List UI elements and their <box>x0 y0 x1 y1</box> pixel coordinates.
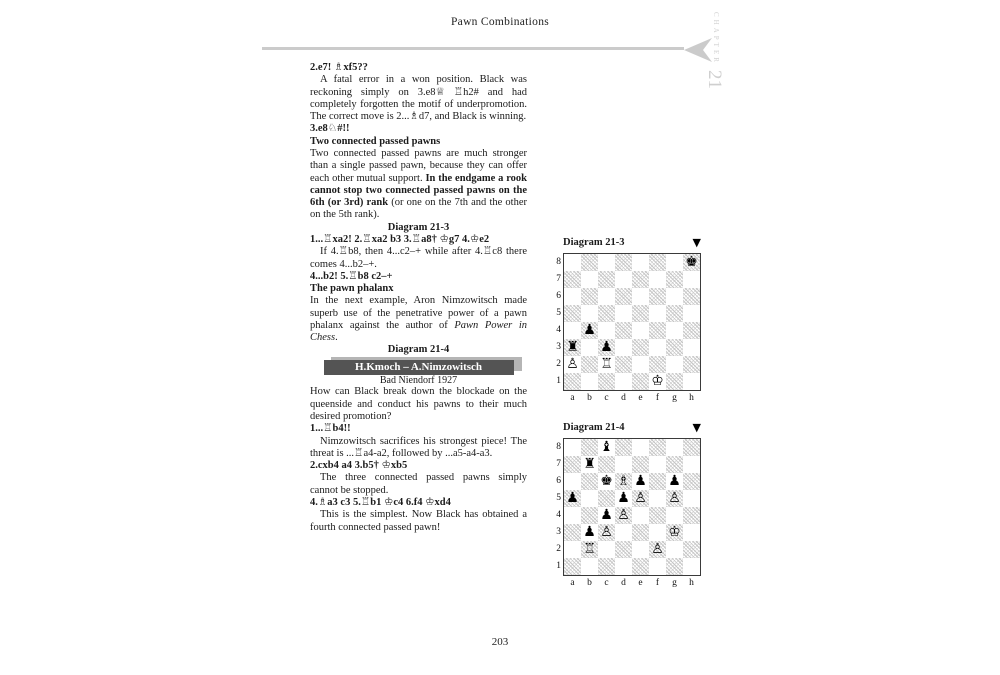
square-f3 <box>649 524 666 541</box>
black-pawn-piece: ♟ <box>566 490 579 506</box>
rank-label-4: 4 <box>556 510 561 520</box>
square-h4 <box>683 322 700 339</box>
square-e5 <box>632 490 649 507</box>
file-label-c: c <box>604 393 609 403</box>
square-a7 <box>564 271 581 288</box>
square-e7 <box>632 456 649 473</box>
diagram-label: Diagram 21-4 <box>563 422 625 433</box>
square-d3 <box>615 524 632 541</box>
text-segment: Two connected passed pawns are much stronger than a single passed pawn, because they can offer each other mutual support. <box>310 147 527 184</box>
file-label-b: b <box>587 393 592 403</box>
bold-text-segment: In the endgame a rook cannot stop two connected passed pawns on the 6th (or 3rd) rank <box>310 172 528 209</box>
square-g5 <box>666 305 683 322</box>
file-label-f: f <box>655 393 660 403</box>
square-d7 <box>615 456 632 473</box>
running-title: Pawn Combinations <box>450 16 550 28</box>
square-b8 <box>581 439 598 456</box>
section-heading: Two connected passed pawns <box>310 135 441 147</box>
square-a6 <box>564 473 581 490</box>
rank-label-1: 1 <box>556 561 561 571</box>
square-f4 <box>649 507 666 524</box>
white-bishop-piece: ♗ <box>617 473 630 489</box>
square-b4 <box>581 507 598 524</box>
black-pawn-piece: ♟ <box>617 490 630 506</box>
paragraph: Nimzowitsch sacrifices his strongest piece! The threat is ...♖a4-a2, followed by ...a5-a4-a3. <box>310 435 527 459</box>
square-f4 <box>649 322 666 339</box>
square-c6 <box>598 473 615 490</box>
square-h1 <box>683 558 700 575</box>
square-c3 <box>598 524 615 541</box>
move-line: 4...b2! 5.♖b8 c2–+ <box>310 270 393 282</box>
square-d4 <box>615 507 632 524</box>
black-pawn-piece: ♟ <box>668 473 681 489</box>
white-rook-piece: ♖ <box>600 356 613 372</box>
square-f5 <box>649 490 666 507</box>
move-line: 1...♖b4!! <box>310 423 351 435</box>
file-label-h: h <box>689 578 694 588</box>
white-pawn-piece: ♙ <box>634 490 647 506</box>
square-d6 <box>615 473 632 490</box>
paragraph: This is the simplest. Now Black has obtained a fourth connected passed pawn! <box>310 509 527 533</box>
square-f5 <box>649 305 666 322</box>
text-segment: . <box>335 332 338 344</box>
square-g7 <box>666 271 683 288</box>
square-c2 <box>598 541 615 558</box>
square-b1 <box>581 558 598 575</box>
square-e4 <box>632 322 649 339</box>
square-f3 <box>649 339 666 356</box>
square-h5 <box>683 490 700 507</box>
square-b1 <box>581 373 598 390</box>
square-e3 <box>632 524 649 541</box>
black-king-piece: ♚ <box>685 254 698 270</box>
square-e8 <box>632 439 649 456</box>
white-pawn-piece: ♙ <box>566 356 579 372</box>
square-c4 <box>598 322 615 339</box>
italic-text-segment: Pawn Power in Chess <box>310 319 528 344</box>
rank-label-1: 1 <box>556 376 561 386</box>
diagram-reference: Diagram 21-3 <box>387 221 450 233</box>
rank-labels <box>552 439 561 575</box>
square-g5 <box>666 490 683 507</box>
black-pawn-piece: ♟ <box>634 473 647 489</box>
rank-label-2: 2 <box>556 544 561 554</box>
square-c8 <box>598 254 615 271</box>
chapter-number-label: 21 <box>704 70 725 89</box>
square-b3 <box>581 524 598 541</box>
square-d2 <box>615 356 632 373</box>
black-rook-piece: ♜ <box>583 456 596 472</box>
square-c5 <box>598 490 615 507</box>
header-rule-line <box>262 47 684 50</box>
rank-label-4: 4 <box>556 325 561 335</box>
square-a4 <box>564 322 581 339</box>
square-b2 <box>581 541 598 558</box>
square-g2 <box>666 541 683 558</box>
white-pawn-piece: ♙ <box>668 490 681 506</box>
square-b6 <box>581 473 598 490</box>
diagram-reference: Diagram 21-4 <box>387 344 450 356</box>
square-f8 <box>649 439 666 456</box>
square-g2 <box>666 356 683 373</box>
black-to-move-icon: ▼ <box>692 236 701 249</box>
black-king-piece: ♚ <box>600 473 613 489</box>
square-e4 <box>632 507 649 524</box>
paragraph <box>310 295 527 344</box>
square-e5 <box>632 305 649 322</box>
square-h6 <box>683 288 700 305</box>
move-line: 2.e7! ♗xf5?? <box>310 62 368 73</box>
file-label-b: b <box>587 578 592 588</box>
square-d4 <box>615 322 632 339</box>
square-g6 <box>666 288 683 305</box>
square-a3 <box>564 524 581 541</box>
square-g1 <box>666 373 683 390</box>
square-g7 <box>666 456 683 473</box>
rank-label-6: 6 <box>556 476 561 486</box>
square-a4 <box>564 507 581 524</box>
text-segment: In the next example, Aron Nimzowitsch made superb use of the penetrative power of a pawn phalanx against the author of <box>310 295 527 331</box>
square-h1 <box>683 373 700 390</box>
square-d7 <box>615 271 632 288</box>
square-d3 <box>615 339 632 356</box>
rank-labels <box>552 254 561 390</box>
square-e8 <box>632 254 649 271</box>
game-venue-label: Bad Niendorf 1927 <box>379 374 458 386</box>
paragraph: How can Black break down the blockade on the queenside and conduct his pawns to their much desired promotion? <box>310 386 527 422</box>
move-line: 4.♗a3 c3 5.♖b1 ♔c4 6.f4 ♔xd4 <box>310 496 451 508</box>
square-f2 <box>649 541 666 558</box>
file-label-d: d <box>621 578 626 588</box>
diagram-21-4 <box>556 421 701 588</box>
square-d5 <box>615 490 632 507</box>
square-h8 <box>683 254 700 271</box>
file-label-g: g <box>672 578 677 588</box>
square-g8 <box>666 439 683 456</box>
paragraph: The three connected passed pawns simply cannot be stopped. <box>310 472 527 496</box>
paragraph <box>310 148 527 222</box>
square-g3 <box>666 524 683 541</box>
rank-label-5: 5 <box>556 493 561 503</box>
paragraph: A fatal error in a won position. Black was reckoning simply on 3.e8♕ ♖h2# and had completely forgotten the motif of underpromotion. The correct move is 2...♗d7, and Black is winning. <box>310 74 527 123</box>
square-e6 <box>632 473 649 490</box>
rank-label-5: 5 <box>556 308 561 318</box>
square-a7 <box>564 456 581 473</box>
file-labels <box>564 578 701 588</box>
square-c2 <box>598 356 615 373</box>
square-c1 <box>598 373 615 390</box>
square-h5 <box>683 305 700 322</box>
rank-label-2: 2 <box>556 359 561 369</box>
square-f2 <box>649 356 666 373</box>
black-to-move-icon: ▼ <box>692 421 701 434</box>
square-d8 <box>615 254 632 271</box>
move-line: 2.cxb4 a4 3.b5† ♔xb5 <box>310 460 408 472</box>
file-label-g: g <box>672 393 677 403</box>
file-label-e: e <box>638 393 643 403</box>
square-b5 <box>581 490 598 507</box>
black-pawn-piece: ♟ <box>583 322 596 338</box>
chess-board <box>563 253 701 391</box>
black-pawn-piece: ♟ <box>600 339 613 355</box>
file-label-e: e <box>638 578 643 588</box>
square-d8 <box>615 439 632 456</box>
square-h7 <box>683 456 700 473</box>
rank-label-8: 8 <box>556 442 561 452</box>
square-f7 <box>649 456 666 473</box>
square-f6 <box>649 288 666 305</box>
square-a6 <box>564 288 581 305</box>
chess-board <box>563 438 701 576</box>
square-g4 <box>666 322 683 339</box>
square-h7 <box>683 271 700 288</box>
square-f1 <box>649 373 666 390</box>
square-d1 <box>615 558 632 575</box>
white-pawn-piece: ♙ <box>600 524 613 540</box>
rank-label-7: 7 <box>556 459 561 469</box>
square-d2 <box>615 541 632 558</box>
square-b6 <box>581 288 598 305</box>
square-c1 <box>598 558 615 575</box>
square-h6 <box>683 473 700 490</box>
white-king-piece: ♔ <box>651 373 664 389</box>
square-a2 <box>564 541 581 558</box>
square-e1 <box>632 558 649 575</box>
rank-label-6: 6 <box>556 291 561 301</box>
rank-label-3: 3 <box>556 342 561 352</box>
page-number: 203 <box>491 636 509 648</box>
square-h2 <box>683 541 700 558</box>
diagram-label: Diagram 21-3 <box>563 237 625 248</box>
rank-label-3: 3 <box>556 527 561 537</box>
square-a2 <box>564 356 581 373</box>
black-pawn-piece: ♟ <box>600 507 613 523</box>
square-c6 <box>598 288 615 305</box>
square-c4 <box>598 507 615 524</box>
square-c5 <box>598 305 615 322</box>
white-pawn-piece: ♙ <box>651 541 664 557</box>
square-h4 <box>683 507 700 524</box>
square-g1 <box>666 558 683 575</box>
main-text-column <box>310 62 527 534</box>
square-c3 <box>598 339 615 356</box>
square-f8 <box>649 254 666 271</box>
white-king-piece: ♔ <box>668 524 681 540</box>
square-a1 <box>564 373 581 390</box>
black-pawn-piece: ♟ <box>583 524 596 540</box>
square-a5 <box>564 490 581 507</box>
square-c7 <box>598 271 615 288</box>
square-g6 <box>666 473 683 490</box>
file-label-a: a <box>570 578 575 588</box>
square-b2 <box>581 356 598 373</box>
file-label-h: h <box>689 393 694 403</box>
file-label-f: f <box>655 578 660 588</box>
square-h2 <box>683 356 700 373</box>
square-c8 <box>598 439 615 456</box>
white-pawn-piece: ♙ <box>617 507 630 523</box>
square-b7 <box>581 456 598 473</box>
square-d6 <box>615 288 632 305</box>
square-g4 <box>666 507 683 524</box>
square-e2 <box>632 356 649 373</box>
square-b5 <box>581 305 598 322</box>
square-g3 <box>666 339 683 356</box>
game-players-label: H.Kmoch – A.Nimzowitsch <box>324 360 514 375</box>
game-header-banner <box>324 360 514 375</box>
square-e1 <box>632 373 649 390</box>
square-g8 <box>666 254 683 271</box>
square-f7 <box>649 271 666 288</box>
chapter-word-label: CHAPTER <box>712 12 720 65</box>
square-e6 <box>632 288 649 305</box>
square-d1 <box>615 373 632 390</box>
square-b7 <box>581 271 598 288</box>
square-b4 <box>581 322 598 339</box>
square-f1 <box>649 558 666 575</box>
file-label-a: a <box>570 393 575 403</box>
square-e3 <box>632 339 649 356</box>
square-c7 <box>598 456 615 473</box>
square-b8 <box>581 254 598 271</box>
section-heading: The pawn phalanx <box>310 283 394 295</box>
square-a5 <box>564 305 581 322</box>
move-line: 3.e8♘#!! <box>310 123 350 135</box>
square-h3 <box>683 524 700 541</box>
square-b3 <box>581 339 598 356</box>
square-e7 <box>632 271 649 288</box>
file-label-d: d <box>621 393 626 403</box>
text-segment: (or one on the 7th and the other on the 5th rank). <box>310 197 527 221</box>
move-line: 1...♖xa2! 2.♖xa2 b3 3.♖a8† ♔g7 4.♔e2 <box>310 233 490 245</box>
square-f6 <box>649 473 666 490</box>
file-label-c: c <box>604 578 609 588</box>
diagram-21-3 <box>556 236 701 403</box>
square-e2 <box>632 541 649 558</box>
square-a1 <box>564 558 581 575</box>
square-a8 <box>564 254 581 271</box>
square-d5 <box>615 305 632 322</box>
header-arrow-dart-icon <box>684 38 712 62</box>
black-bishop-piece: ♝ <box>600 439 613 455</box>
rank-label-7: 7 <box>556 274 561 284</box>
square-h3 <box>683 339 700 356</box>
rank-label-8: 8 <box>556 257 561 267</box>
paragraph: If 4.♖b8, then 4...c2–+ while after 4.♖c8 there comes 4...b2–+. <box>310 246 527 270</box>
file-labels <box>564 393 701 403</box>
square-h8 <box>683 439 700 456</box>
black-rook-piece: ♜ <box>566 339 579 355</box>
square-a3 <box>564 339 581 356</box>
white-rook-piece: ♖ <box>583 541 596 557</box>
square-a8 <box>564 439 581 456</box>
